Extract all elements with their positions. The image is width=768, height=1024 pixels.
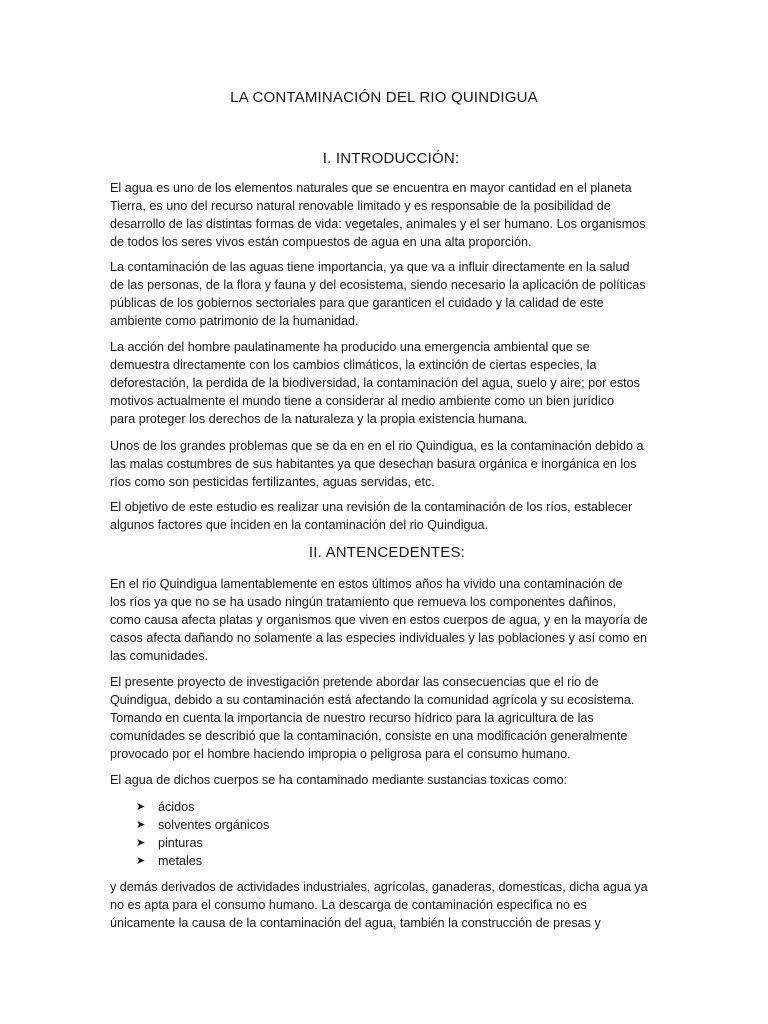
list-item [136,816,269,834]
section-heading-antecedentes: II. ANTENCEDENTES: [308,544,466,561]
text-line: La contaminación de las aguas tiene importancia, ya que va a influir directamente en la salud [110,260,630,274]
text-line: Tomando en cuenta la importancia de nuestro recurso hídrico para la agricultura de las [110,711,594,725]
text-line: Unos de los grandes problemas que se da en en el rio Quindigua, es la contaminación debido a [110,439,644,453]
paragraph-7 [110,673,668,763]
list-item-label: solventes orgánicos [158,818,270,832]
arrowhead-bullet-icon: ➤ [136,837,146,849]
text-line: comunidades se describió que la contaminación, consiste en una modificación generalmente [110,729,628,743]
text-line: públicas de los gobiernos sectoriales para que garanticen el cuidado y la calidad de este [110,296,604,310]
paragraph-1 [110,179,668,251]
paragraph-4 [110,437,668,491]
list-item [136,852,269,870]
text-line: casos afecta dañando no solamente a las especies individuales y las poblaciones y así como en [110,631,647,645]
paragraph-6 [110,575,668,665]
document-title: LA CONTAMINACIÓN DEL RIO QUINDIGUA [230,89,538,106]
arrowhead-bullet-icon: ➤ [136,801,146,813]
list-item-label: metales [158,854,203,868]
paragraph-2 [110,258,668,330]
text-line: El presente proyecto de investigación pretende abordar las consecuencias que el rio de [110,675,599,689]
text-line: como causa afecta platas y organismos que viven en estos cuerpos de agua, y en la mayoría de [110,613,648,627]
text-line: no es apta para el consumo humano. La descarga de contaminación especifica no es [110,898,587,912]
text-line: ríos como son pesticidas fertilizantes, aguas servidas, etc. [110,475,435,489]
text-line: y demás derivados de actividades industriales, agrícolas, ganaderas, domesticas, dicha agua ya [110,880,648,894]
text-line: ambiente como patrimonio de la humanidad. [110,314,359,328]
text-line: los ríos ya que no se ha usado ningún tratamiento que remueva los componentes dañinos, [110,595,617,609]
list-item-label: ácidos [158,800,195,814]
text-line: El objetivo de este estudio es realizar una revisión de la contaminación de los ríos, establecer [110,500,633,514]
arrowhead-bullet-icon: ➤ [136,819,146,831]
text-line: algunos factores que inciden en la contaminación del rio Quindigua. [110,518,489,532]
text-line: Quindigua, debido a su contaminación está afectando la comunidad agrícola y su ecosistema. [110,693,635,707]
text-line: En el rio Quindigua lamentablemente en estos últimos años ha vivido una contaminación de [110,577,623,591]
text-line: únicamente la causa de la contaminación del agua, también la construcción de presas y [110,916,601,930]
section-heading-introduccion: I. INTRODUCCIÓN: [322,150,460,167]
text-line: deforestación, la perdida de la biodiversidad, la contaminación del agua, suelo y aire; por estos [110,376,640,390]
paragraph-3 [110,338,668,428]
text-line: El agua es uno de los elementos naturales que se encuentra en mayor cantidad en el planeta [110,181,632,195]
text-line: El agua de dichos cuerpos se ha contaminado mediante sustancias toxicas como: [110,773,568,787]
list-item-label: pinturas [158,836,203,850]
bullet-list [136,798,269,870]
text-line: de las personas, de la flora y fauna y del ecosistema, siendo necesario la aplicación de políticas [110,278,646,292]
text-line: desarrollo de las distintas formas de vida: vegetales, animales y el ser humano. Los organismos [110,217,646,231]
list-item [136,834,269,852]
paragraph-8 [110,771,668,789]
text-line: motivos actualmente el mundo tiene a considerar al medio ambiente como un bien jurídico [110,394,615,408]
text-line: las comunidades. [110,649,209,663]
text-line: para proteger los derechos de la naturaleza y la propia existencia humana. [110,412,528,426]
text-line: de todos los seres vivos están compuestos de agua en una alta proporción. [110,235,532,249]
paragraph-5 [110,498,668,534]
text-line: La acción del hombre paulatinamente ha producido una emergencia ambiental que se [110,340,590,354]
paragraph-9 [110,878,668,932]
text-line: Tierra, es uno del recurso natural renovable limitado y es responsable de la posibilidad de [110,199,611,213]
list-item [136,798,269,816]
text-line: las malas costumbres de sus habitantes ya que desechan basura orgánica e inorgánica en los [110,457,637,471]
arrowhead-bullet-icon: ➤ [136,855,146,867]
text-line: provocado por el hombre haciendo impropia o peligrosa para el consumo humano. [110,747,571,761]
text-line: demuestra directamente con los cambios climáticos, la extinción de ciertas especies, la [110,358,597,372]
